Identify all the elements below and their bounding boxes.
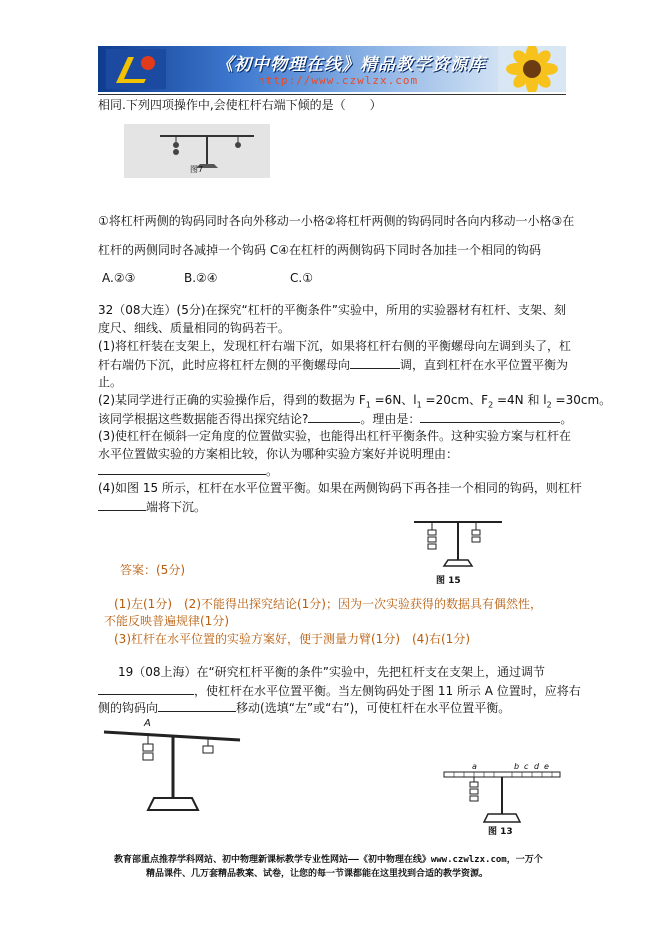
- answer-blank-7[interactable]: [158, 699, 236, 712]
- answer-line2: 不能反映普遍规律(1分): [104, 614, 229, 628]
- q1-options-line2: 杠杆的两侧同时各减掉一个钩码 C④在杠杆的两侧钩码下同时各加挂一个相同的钩码: [98, 243, 541, 257]
- q32-p3-line2: 水平位置做实验的方案相比较，你认为哪种实验方案好并说明理由：: [98, 447, 459, 461]
- q32-p2-line1: (2)某同学进行正确的实验操作后，得到的数据为 $F_1 =6N$、$l_1 =20cm$、$F_2 =4N$ 和 $l_2 =30cm$。: [98, 393, 612, 410]
- q1-options-line1: ①将杠杆两侧的钩码同时各向外移动一小格②将杠杆两侧的钩码同时各向内移动一小格③在: [98, 214, 575, 228]
- q19-line1: 19（08上海）在“研究杠杆平衡的条件”实验中，先把杠杆支在支架上，通过调节: [118, 665, 545, 679]
- answer-blank-3[interactable]: [420, 410, 560, 423]
- sunflower-icon: [498, 46, 566, 92]
- q1-stem: 相同.下列四项操作中,会使杠杆右端下倾的是（ ）: [98, 98, 382, 112]
- q32-p4-line2: 端将下沉。: [98, 498, 206, 515]
- q32-figure-15-label: 图 15: [436, 576, 461, 586]
- answer-line1: (1)左(1分) (2)不能得出探究结论(1分)；因为一次实验获得的数据具有偶然性，: [114, 597, 542, 611]
- q32-p1-line1: (1)将杠杆装在支架上，发现杠杆右端下沉，如果将杠杆右侧的平衡螺母向左调到头了，杠: [98, 339, 572, 353]
- q19-figure-13-label: 图 13: [488, 827, 513, 837]
- q32-p3-line1: (3)使杠杆在倾斜一定角度的位置做实验，也能得出杠杆平衡条件。这种实验方案与杠杆在: [98, 429, 572, 443]
- header-banner: [98, 46, 566, 92]
- q32-p1-line2: 杆右端仍下沉，此时应将杠杆左侧的平衡螺母向 调，直到杠杆在水平位置平衡为: [98, 358, 569, 372]
- fig13-label-d: d: [534, 762, 540, 771]
- q32-p3-line3: 。: [98, 462, 278, 479]
- q1-choice-a: A.②③: [102, 271, 136, 285]
- header-rule: [98, 94, 566, 95]
- fig13-label-a: a: [472, 762, 477, 771]
- q19-figure-11: [98, 716, 248, 816]
- banner-title: 《初中物理在线》精品教学资源库: [216, 55, 486, 75]
- fig13-label-b: b: [514, 762, 520, 771]
- q32-line1: 32（08大连）(5分)在探究“杠杆的平衡条件”实验中，所用的实验器材有杠杆、支架、刻: [98, 303, 566, 317]
- q1-choice-c: C.①: [290, 271, 313, 285]
- lever-figure-15-icon: [408, 514, 508, 572]
- q32-p2-line2: 该同学根据这些数据能否得出探究结论? 。理由是： 。: [98, 412, 573, 426]
- footer-line1: 教育部重点推荐学科网站、初中物理新课标教学专业性网站——《初中物理在线》www.czwlzx.com，一万个: [114, 855, 543, 865]
- q1-choice-b: B.②④: [184, 271, 218, 285]
- q32-line2: 度尺、细线、质量相同的钩码若干。: [98, 321, 291, 335]
- answer-title: 答案：(5分): [120, 563, 185, 577]
- q32-p1-line3: 止。: [98, 375, 123, 389]
- q32-p4-line1: (4)如图 15 所示，杠杆在水平位置平衡。如果在两侧钩码下再各挂一个相同的钩码，则杠杆: [98, 481, 582, 495]
- answer-blank-1[interactable]: [350, 356, 400, 369]
- q19-line3: 侧的钩码向 移动(选填“左”或“右”)，可使杠杆在水平位置平衡。: [98, 701, 511, 715]
- answer-blank-5[interactable]: [98, 498, 146, 511]
- q1-figure-label: 图7: [190, 165, 204, 174]
- q1-figure: [124, 124, 270, 178]
- banner-url: http://www.czwlzx.com: [258, 74, 419, 87]
- fig13-label-e: e: [544, 762, 549, 771]
- fig13-label-c: c: [524, 762, 529, 771]
- answer-blank-2[interactable]: [308, 410, 360, 423]
- site-logo-icon: [106, 49, 166, 89]
- answer-blank-6[interactable]: [98, 682, 194, 695]
- answer-blank-4[interactable]: [98, 462, 266, 475]
- footer-line2: 精品课件、几万套精品教案、试卷，让您的每一节课都能在这里找到合适的教学资源。: [146, 869, 489, 879]
- q19-figure-13: [440, 760, 564, 836]
- q32-figure-15: [408, 514, 508, 584]
- q19-figure-label-a: A: [144, 718, 151, 729]
- q19-line2: ，使杠杆在水平位置平衡。当左侧钩码处于图 11 所示 A 位置时，应将右: [98, 682, 581, 699]
- lever-figure-11-icon: [98, 716, 248, 816]
- answer-line3: (3)杠杆在水平位置的实验方案好，便于测量力臂(1分) (4)右(1分): [114, 632, 470, 646]
